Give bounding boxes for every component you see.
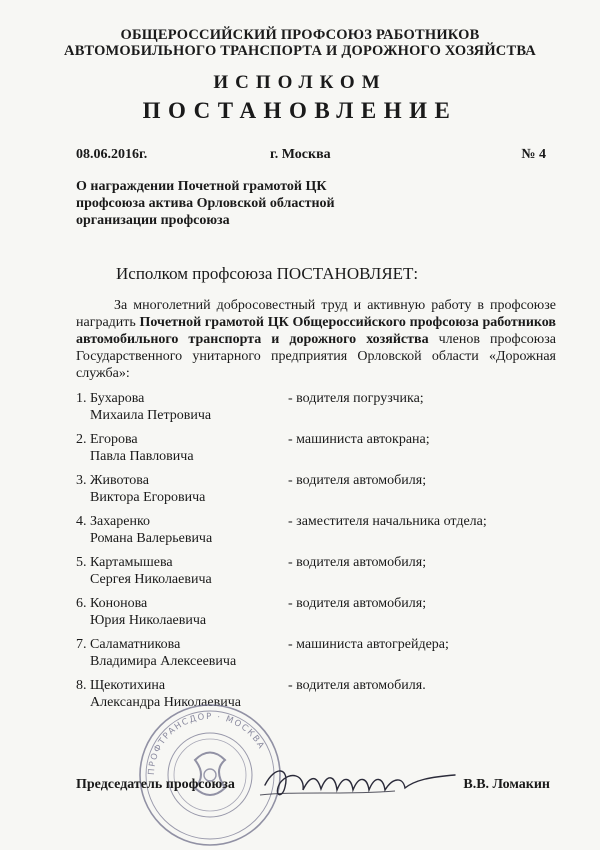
awardee-surname: 4. Захаренко (76, 514, 151, 529)
document-subject (76, 178, 366, 229)
resolution-text-part1: За многолетний добросовестный труд и активную работу в профсоюзе наградить (76, 298, 556, 330)
list-item (76, 513, 556, 554)
subject-line: профсоюза актива Орловской областной (76, 196, 335, 211)
document-type-title: ПОСТАНОВЛЕНИЕ (142, 98, 458, 123)
list-item (76, 431, 556, 472)
awardee-role: - водителя автомобиля; (288, 555, 427, 570)
awardee-surname: 5. Картамышева (76, 555, 173, 570)
document-number: № 4 (521, 147, 546, 162)
awardee-given-name: Юрия Николаевича (90, 613, 207, 628)
awardee-role: - машиниста автокрана; (288, 432, 430, 447)
awardee-role: - машиниста автогрейдера; (288, 637, 449, 652)
awardee-given-name: Павла Павловича (90, 449, 194, 464)
document-date: 08.06.2016г. (76, 147, 148, 162)
awardee-surname: 6. Кононова (76, 596, 148, 611)
awardee-surname: 3. Животова (76, 473, 149, 488)
list-item (76, 554, 556, 595)
awardee-role: - водителя автомобиля; (288, 473, 427, 488)
awardee-list (76, 390, 556, 718)
awardee-role: - водителя погрузчика; (288, 391, 424, 406)
subject-line: О награждении Почетной грамотой ЦК (76, 179, 327, 194)
list-item (76, 636, 556, 677)
awardee-surname: 1. Бухарова (76, 391, 145, 406)
award-name: Почетной грамотой ЦК Общероссийского профсоюза работников автомобильного транспорта и дорожного хозяйства (76, 315, 556, 347)
list-item (76, 595, 556, 636)
stamp-text: ПРОФТРАНСДОР · МОСКВА (146, 711, 267, 776)
signatory-title: Председатель профсоюза (76, 777, 235, 792)
awardee-given-name: Сергея Николаевича (90, 572, 212, 587)
document-city: г. Москва (270, 147, 331, 162)
list-item (76, 390, 556, 431)
subject-line: организации профсоюза (76, 213, 230, 228)
awardee-role: - водителя автомобиля; (288, 596, 427, 611)
awardee-given-name: Михаила Петровича (90, 408, 212, 423)
awardee-surname: 7. Саламатникова (76, 637, 181, 652)
signatory-name: В.В. Ломакин (463, 777, 550, 792)
resolution-text-part2: членов профсоюза Государственного унитарного предприятия Орловской области «Дорожная служба»: (76, 332, 557, 381)
handwritten-signature-icon (255, 755, 465, 810)
resolution-heading: Исполком профсоюза ПОСТАНОВЛЯЕТ: (116, 264, 419, 283)
awardee-given-name: Романа Валерьевича (90, 531, 213, 546)
list-item (76, 472, 556, 513)
resolution-text (76, 297, 556, 382)
org-name-line1: ОБЩЕРОССИЙСКИЙ ПРОФСОЮЗ РАБОТНИКОВ (120, 27, 480, 43)
body-title: ИСПОЛКОМ (213, 72, 387, 93)
org-name-line2: АВТОМОБИЛЬНОГО ТРАНСПОРТА И ДОРОЖНОГО ХОЗЯЙСТВА (64, 43, 536, 59)
awardee-role: - заместителя начальника отдела; (288, 514, 487, 529)
awardee-surname: 8. Щекотихина (76, 678, 166, 693)
awardee-given-name: Владимира Алексеевича (90, 654, 237, 669)
awardee-surname: 2. Егорова (76, 432, 138, 447)
awardee-role: - водителя автомобиля. (288, 678, 426, 693)
awardee-given-name: Виктора Егоровича (90, 490, 206, 505)
awardee-given-name: Александра Николаевича (90, 695, 241, 710)
